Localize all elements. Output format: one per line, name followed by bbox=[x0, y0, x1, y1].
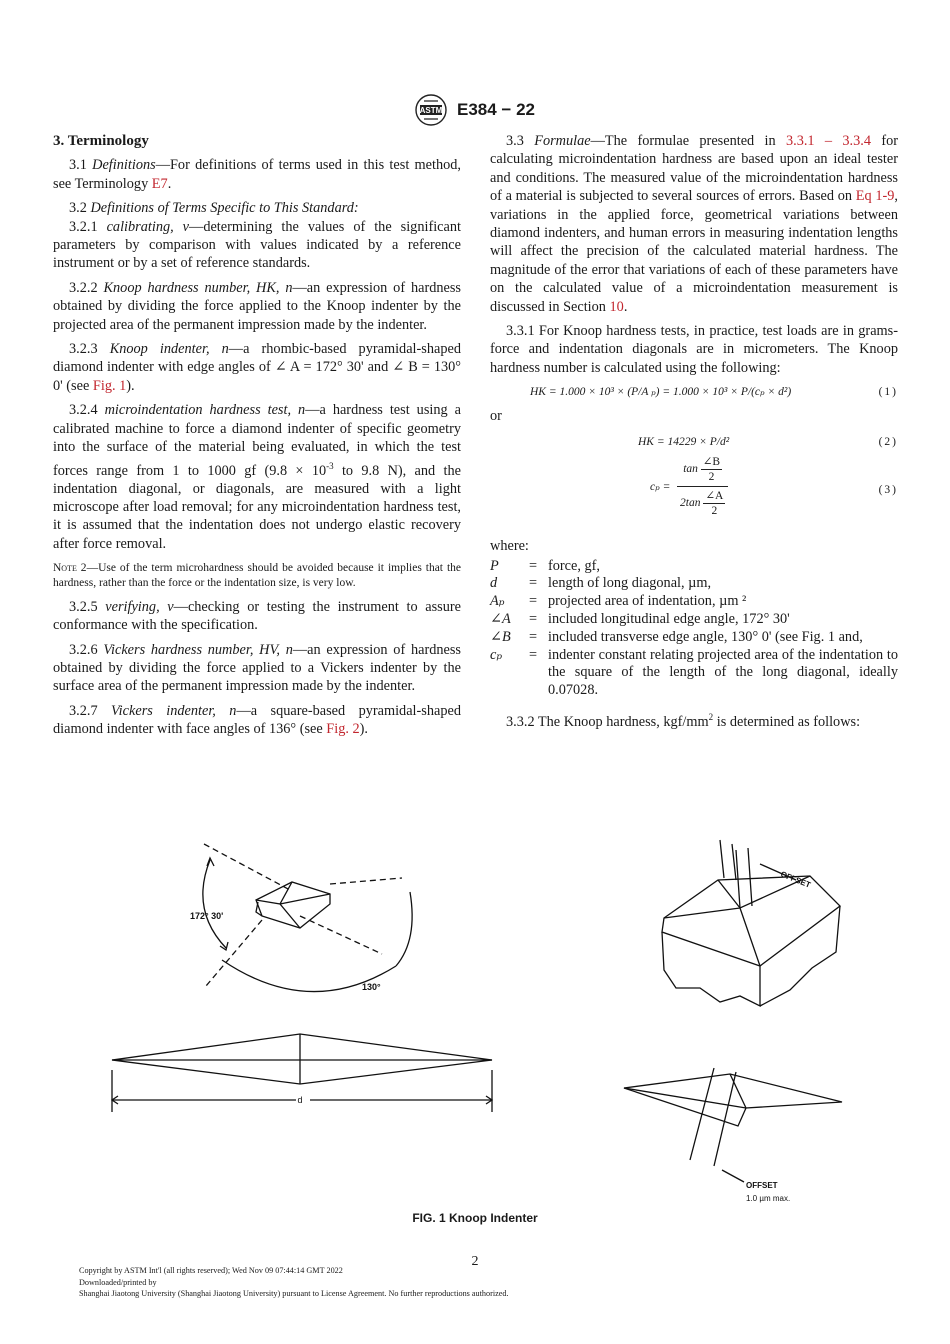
note-2: Note 2—Use of the term microhardness should be avoided because it implies that the hardness, rather than the force or the indentation size, is very low. bbox=[53, 562, 461, 589]
ref-link-fig1[interactable]: Fig. 1 bbox=[92, 377, 127, 394]
definition-def: included transverse edge angle, 130° 0' (see Fig. 1 and, bbox=[548, 628, 863, 645]
definition-def: projected area of indentation, µm ² bbox=[548, 593, 747, 610]
equation-2 bbox=[490, 433, 898, 455]
figure-caption: FIG. 1 Knoop Indenter bbox=[412, 1211, 538, 1225]
ref-link-3-3-1[interactable]: 3.3.1 – 3.3.4 bbox=[785, 133, 871, 149]
section-title: 3. Terminology bbox=[53, 133, 149, 149]
or-text: or bbox=[490, 408, 502, 425]
equation-3-number: (3) bbox=[878, 484, 898, 497]
offset-bottom-label: OFFSET bbox=[746, 1181, 778, 1190]
equation-3-body: cₚ = tan $\frac{\angle B}{2}$ 2tan $\frac{\angle A}{2}$ bbox=[650, 455, 728, 518]
offset-top-label: OFFSET bbox=[779, 869, 812, 890]
equation-2-number: (2) bbox=[878, 436, 898, 449]
angle-172-label: 172° 30' bbox=[190, 911, 224, 921]
ref-link-eq[interactable]: Eq 1-9 bbox=[855, 188, 895, 205]
definition-row bbox=[490, 647, 898, 700]
footer-line-1: Copyright by ASTM Int'l (all rights reserved); Wed Nov 09 07:44:14 GMT 2022 bbox=[79, 1266, 343, 1275]
equation-1 bbox=[490, 383, 898, 405]
figure-1 bbox=[0, 820, 950, 1210]
knoop-indenter-drawing bbox=[0, 820, 950, 1210]
offset-max-label: 1.0 µm max. bbox=[746, 1194, 791, 1203]
left-column bbox=[53, 132, 461, 745]
definition-sym: P bbox=[490, 557, 499, 574]
para-3-2-1: 3.2.1 calibrating, v—determining the values of the significant parameters by comparison with values indicated by a reference instrument or by a set of reference standards. bbox=[53, 218, 461, 272]
where-label: where: bbox=[490, 538, 529, 555]
definition-eq: = bbox=[528, 646, 538, 663]
para-3-3-2: 3.3.2 The Knoop hardness, kgf/$mm^2$ is determined as follows: bbox=[506, 712, 861, 730]
definition-def: force, gf, bbox=[548, 557, 600, 574]
astm-logo bbox=[415, 94, 447, 126]
para-3-2: 3.2 Definitions of Terms Specific to This Standard: bbox=[69, 200, 359, 217]
page-header bbox=[0, 94, 950, 126]
definition-sym: ∠A bbox=[490, 611, 511, 628]
equation-1-body: HK = 1.000 × 10³ × (P/A ₚ) = 1.000 × 10³ × P/(cₚ × d²) bbox=[530, 386, 792, 399]
definition-sym: d bbox=[490, 575, 498, 592]
definition-def: indenter constant relating projected area of the indentation to the square of the length of the long diagonal, ideally 0.07028. bbox=[548, 646, 898, 699]
symbol-definitions bbox=[490, 558, 898, 700]
copyright-footer bbox=[79, 1265, 509, 1300]
para-3-2-6: 3.2.6 Vickers hardness number, HV, n—an expression of hardness obtained by dividing the force applied to a Vickers indenter by the surface area of the permanent impression made by the indenter. bbox=[53, 641, 461, 695]
standard-designation: E384 − 22 bbox=[457, 100, 535, 119]
definition-def: included longitudinal edge angle, 172° 30' bbox=[548, 611, 790, 628]
equation-1-number: (1) bbox=[878, 386, 898, 399]
ref-link-e7[interactable]: E7 bbox=[151, 175, 168, 192]
para-3-2-2: 3.2.2 Knoop hardness number, HK, n—an expression of hardness obtained by dividing the force applied to the Knoop indenter by the projected area of the permanent impression made by the indenter. bbox=[53, 279, 461, 333]
para-3-3: 3.3 Formulae—The formulae presented in 3.3.1 – 3.3.4 for calculating microindentation hardness are based upon an ideal tester and conditions. The measured value of the microindentation hardness of a material is subjected to several sources of errors. Based on Eq 1-9, variations in the applied force, geometrical variations between diamond indenters, and human errors in measuring indentation lengths will affect the precision of the calculated material hardness. The magnitude of the error that variations of each of these parameters have on the calculated value of a microindentation measurement is discussed in Section 10. bbox=[490, 133, 899, 315]
ref-link-section-10[interactable]: 10 bbox=[609, 298, 624, 315]
equation-2-body: HK = 14229 × P/d² bbox=[638, 436, 730, 449]
definition-row bbox=[490, 629, 898, 647]
definition-row bbox=[490, 593, 898, 611]
para-3-1: 3.1 Definitions—For definitions of terms used in this test method, see Terminology E7. bbox=[53, 157, 462, 192]
definition-eq: = bbox=[528, 611, 538, 628]
page-number: 2 bbox=[471, 1254, 479, 1269]
definition-sym: ∠B bbox=[490, 628, 511, 645]
footer-line-2: Downloaded/printed by bbox=[79, 1277, 157, 1287]
definition-eq: = bbox=[528, 575, 538, 592]
definition-eq: = bbox=[528, 593, 538, 610]
para-3-2-4: 3.2.4 microindentation hardness test, n—a hardness test using a calibrated machine to force a diamond indenter of specific geometry into the surface of the material being evaluated, in which the test forces range from 1 to 1000 gf ($9.8 \times 10^{-3}$ to 9.8 N), and the indentation diagonal, or diagonals, are measured with a light microscope after load removal; for any microindentation hardness test, it is assumed that the indentation does not undergo elastic recovery after force removal. bbox=[53, 402, 461, 552]
angle-130-label: 130° bbox=[362, 982, 381, 992]
definition-eq: = bbox=[528, 628, 538, 645]
para-3-3-1: 3.3.1 For Knoop hardness tests, in practice, test loads are in grams-force and indentation diagonals are in micrometers. The Knoop hardness number is calculated using the following: bbox=[490, 323, 898, 376]
para-3-2-5: 3.2.5 verifying, v—checking or testing the instrument to assure conformance with the specification. bbox=[53, 598, 461, 634]
ref-link-fig2[interactable]: Fig. 2 bbox=[326, 721, 360, 738]
svg-text:ASTM: ASTM bbox=[419, 106, 443, 115]
footer-line-3: Shanghai Jiaotong University (Shanghai Jiaotong University) pursuant to License Agreement. No further reproductions authorized. bbox=[79, 1289, 509, 1298]
definition-eq: = bbox=[528, 557, 538, 574]
equation-3 bbox=[490, 455, 898, 529]
diagonal-d-label: d bbox=[297, 1095, 303, 1105]
right-column bbox=[490, 132, 898, 737]
definition-row bbox=[490, 558, 898, 576]
definition-def: length of long diagonal, µm, bbox=[548, 575, 712, 592]
para-3-2-7: 3.2.7 Vickers indenter, n—a square-based pyramidal-shaped diamond indenter with face angles of 136° (see Fig. 2). bbox=[53, 702, 461, 738]
definition-row bbox=[490, 575, 898, 593]
definition-sym: cₚ bbox=[490, 646, 503, 663]
definition-row bbox=[490, 611, 898, 629]
definition-sym: Aₚ bbox=[490, 593, 505, 610]
para-3-2-3: 3.2.3 Knoop indenter, n—a rhombic-based pyramidal-shaped diamond indenter with edge angles of ∠ A = 172° 30' and ∠ B = 130° 0' (see Fig. 1). bbox=[53, 341, 461, 394]
